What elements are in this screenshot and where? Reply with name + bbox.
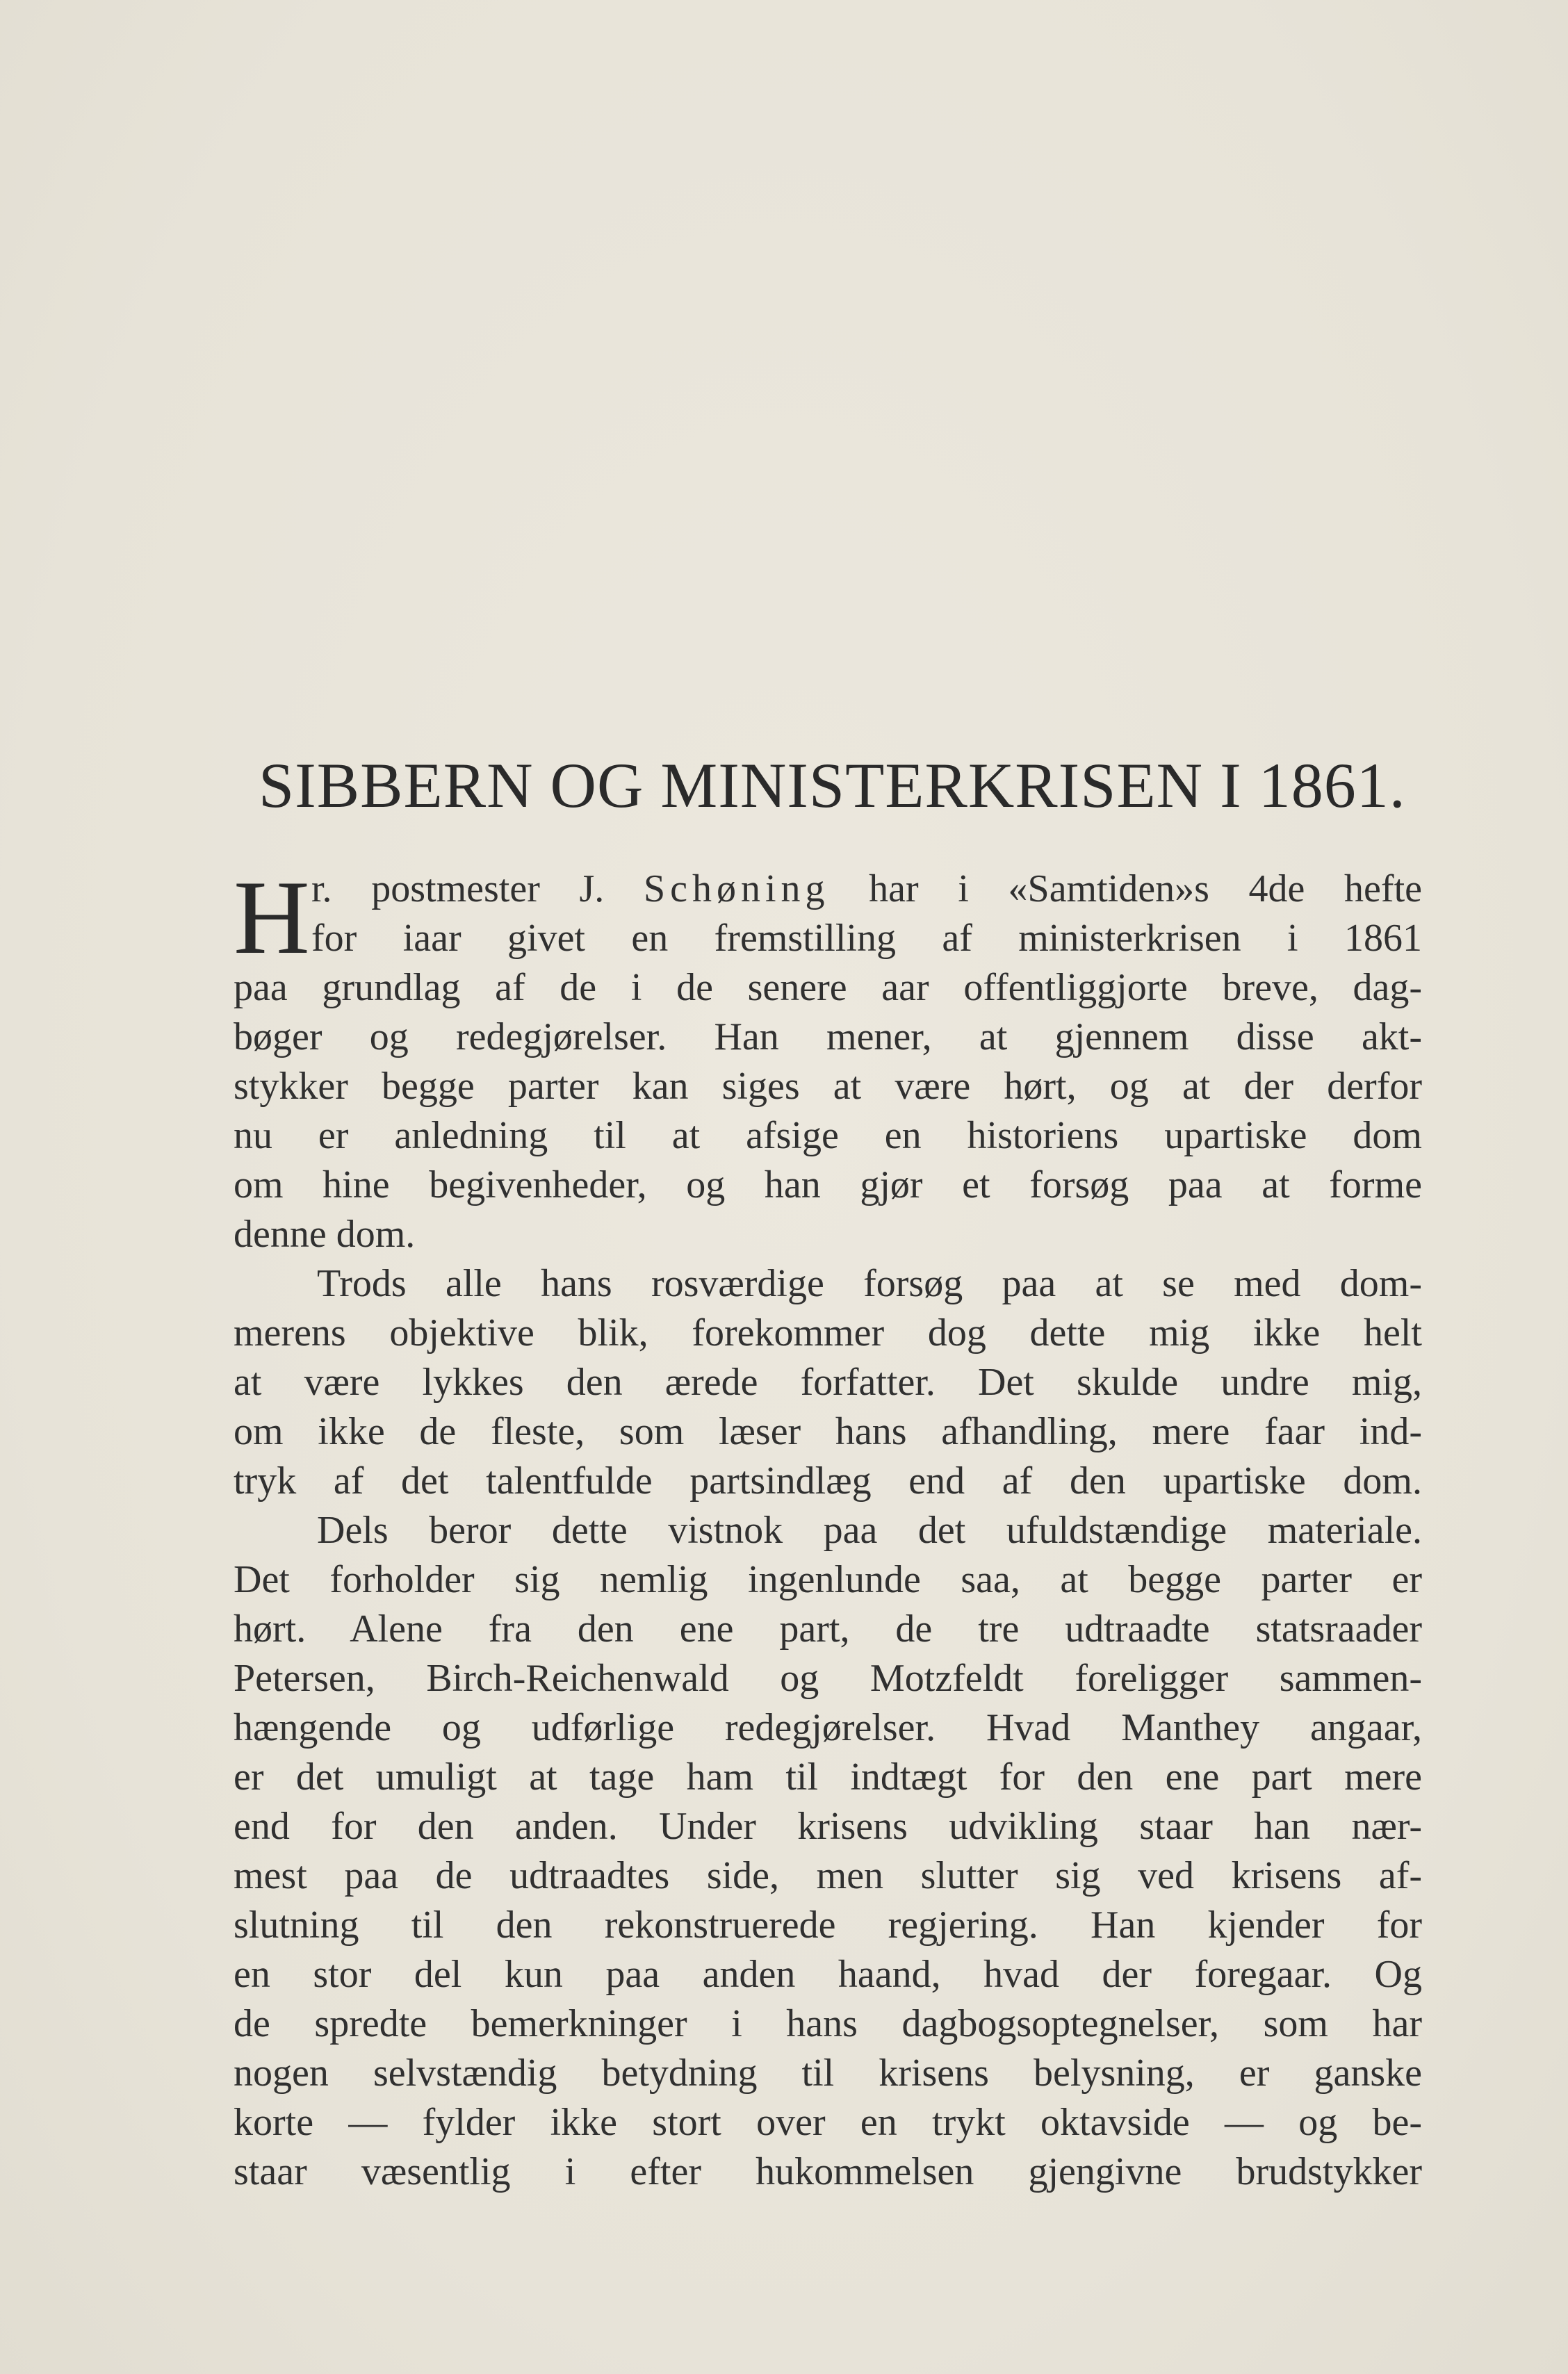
text-line: at være lykkes den ærede forfatter. Det skulde undre mig, [234, 1361, 1422, 1404]
author-name-spaced: Schøning [643, 867, 830, 910]
text-line: Dels beror dette vistnok paa det ufuldstændige materiale. [317, 1509, 1422, 1552]
text-line: Det forholder sig nemlig ingenlunde saa, at begge parter er [234, 1558, 1422, 1601]
article-title: SIBBERN OG MINISTERKRISEN I 1861. [259, 750, 1406, 821]
text-line: end for den anden. Under krisens udvikling staar han nær- [234, 1805, 1422, 1848]
text-line: merens objektive blik, forekommer dog dette mig ikke helt [234, 1311, 1422, 1354]
text-line: en stor del kun paa anden haand, hvad der foregaar. Og [234, 1953, 1422, 1996]
text-line: nu er anledning til at afsige en historiens upartiske dom [234, 1114, 1422, 1157]
text-line: hængende og udførlige redegjørelser. Hvad Manthey angaar, [234, 1706, 1422, 1749]
text-line: de spredte bemerkninger i hans dagbogsoptegnelser, som har [234, 2002, 1422, 2045]
text-line: bøger og redegjørelser. Han mener, at gjennem disse akt- [234, 1015, 1422, 1058]
text-line: Petersen, Birch-Reichenwald og Motzfeldt foreligger sammen- [234, 1657, 1422, 1700]
text-line: om ikke de fleste, som læser hans afhandling, mere faar ind- [234, 1410, 1422, 1453]
text-line: denne dom. [234, 1213, 416, 1256]
text-segment: r. postmester J. [311, 867, 644, 910]
text-line: om hine begivenheder, og han gjør et forsøg paa at forme [234, 1163, 1422, 1206]
text-line: korte — fylder ikke stort over en trykt oktavside — og be- [234, 2101, 1422, 2144]
drop-cap: H [234, 859, 310, 976]
article-body [234, 859, 1422, 2197]
text-line: paa grundlag af de i de senere aar offentliggjorte breve, dag- [234, 966, 1422, 1009]
text-line: staar væsentlig i efter hukommelsen gjengivne brudstykker [234, 2150, 1422, 2193]
text-segment: har i «Samtiden»s 4de hefte [829, 867, 1422, 910]
text-line: slutning til den rekonstruerede regjering. Han kjender for [234, 1904, 1422, 1947]
text-line: hørt. Alene fra den ene part, de tre udtraadte statsraader [234, 1607, 1422, 1651]
text-line: nogen selvstændig betydning til krisens belysning, er ganske [234, 2052, 1422, 2095]
text-line: Trods alle hans rosværdige forsøg paa at se med dom- [317, 1262, 1422, 1305]
text-line: tryk af det talentfulde partsindlæg end af den upartiske dom. [234, 1459, 1422, 1503]
text-line: stykker begge parter kan siges at være hørt, og at der derfor [234, 1065, 1422, 1108]
text-line: mest paa de udtraadtes side, men slutter sig ved krisens af- [234, 1854, 1422, 1897]
text-line: for iaar givet en fremstilling af ministerkrisen i 1861 [311, 917, 1422, 960]
text-line: er det umuligt at tage ham til indtægt for den ene part mere [234, 1755, 1422, 1799]
text-line [234, 865, 1422, 914]
